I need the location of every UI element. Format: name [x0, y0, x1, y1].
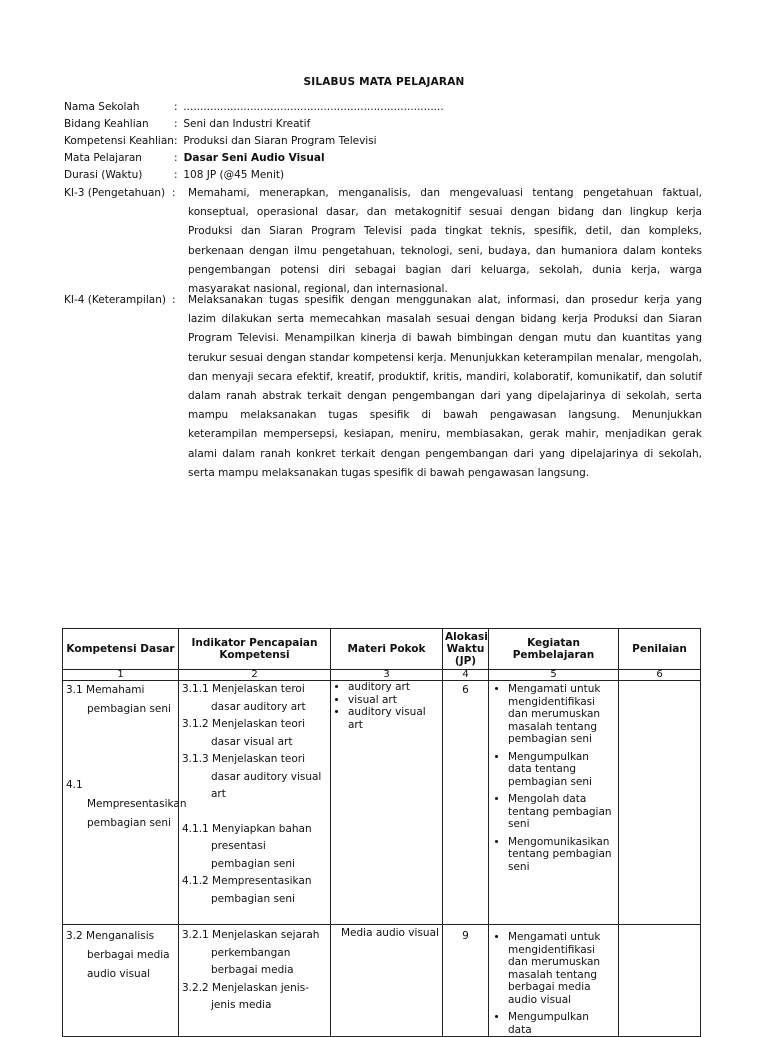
col-number: 1: [63, 670, 179, 681]
meta-label: Nama Sekolah: [64, 101, 140, 113]
syllabus-table: [62, 628, 701, 1037]
meta-value: Seni dan Industri Kreatif: [180, 118, 311, 130]
kd-4-1-num: 4.1: [66, 779, 83, 791]
meta-value: Produksi dan Siaran Program Televisi: [180, 135, 377, 147]
meta-label: Kompetensi Keahlian: [64, 135, 174, 147]
ki3-text: Memahami, menerapkan, menganalisis, dan mengevaluasi tentang pengetahuan faktual, konseptual, operasional dasar, dan metakognitif sesuai dengan bidang dan lingkup kerja Produksi dan Siaran Program Televisi pada tingkat teknis, spesifik, detil, dan kompleks, berkenaan dengan ilmu pengetahuan, teknologi, seni, budaya, dan humaniora dalam konteks pengembangan potensi diri sebagai bagian dari keluarga, sekolah, dunia kerja, warga masyarakat nasional, regional, dan internasional.: [188, 187, 702, 296]
ki4-text: Melaksanakan tugas spesifik dengan menggunakan alat, informasi, dan prosedur kerja yang lazim dilakukan serta memecahkan masalah sesuai dengan bidang kerja Produksi dan Siaran Program Televisi. Menampilkan kinerja di bawah bimbingan dengan mutu dan kuantitas yang terukur sesuai dengan standar kompetensi kerja. Menunjukkan keterampilan menalar, mengolah, dan menyaji secara efektif, kreatif, produktif, kritis, mandiri, kolaboratif, komunikatif, dan solutif dalam ranah abstrak terkait dengan pengembangan dari yang dipelajarinya di sekolah, serta mampu melaksanakan tugas spesifik di bawah pengawasan langsung. Menunjukkan keterampilan mempersepsi, kesiapan, meniru, membiasakan, gerak mahir, menjadikan gerak alami dalam ranah konkret terkait dengan pengembangan dari yang dipelajarinya di sekolah, serta mampu melaksanakan tugas spesifik di bawah pengawasan langsung.: [188, 294, 702, 479]
materi-cell: [331, 681, 443, 925]
indikator-cell: [179, 681, 331, 925]
col-number: 3: [331, 670, 443, 681]
meta-nama-sekolah: [64, 100, 444, 114]
kd-cell: [63, 681, 187, 925]
table-row: [63, 925, 701, 1037]
kegiatan-cell: [489, 925, 619, 1037]
table-row: [63, 681, 701, 925]
kd-cell: [63, 925, 179, 1037]
ki4-sep: :: [172, 294, 176, 306]
meta-kompetensi-keahlian: [64, 134, 377, 148]
indikator-item: 3.2.2 Menjelaskan jenis-jenis media: [182, 981, 309, 1011]
meta-sep: :: [174, 135, 178, 147]
meta-label: Durasi (Waktu): [64, 169, 143, 181]
meta-sep: :: [174, 152, 178, 164]
kegiatan-cell: [489, 681, 619, 925]
meta-durasi: [64, 168, 284, 182]
header-penilaian: Penilaian: [619, 629, 701, 670]
penilaian-cell: [619, 925, 701, 1037]
meta-label: Mata Pelajaran: [64, 152, 142, 164]
col-number: 5: [489, 670, 619, 681]
meta-label: Bidang Keahlian: [64, 118, 149, 130]
ki4-label: KI-4 (Keterampilan): [64, 294, 166, 306]
kegiatan-item: • Mengomunikasikan tentang pembagian seni: [508, 836, 615, 874]
kegiatan-item: • Mengamati untuk mengidentifikasi dan merumuskan masalah tentang pembagian seni: [508, 683, 615, 746]
col-number: 6: [619, 670, 701, 681]
indikator-item: 3.1.2 Menjelaskan teori dasar visual art: [182, 718, 305, 748]
kegiatan-item: • Mengamati untuk mengidentifikasi dan merumuskan masalah tentang berbagai media audio visual: [508, 931, 615, 1006]
kd-3-1: 3.1 Memahami pembagian seni: [66, 684, 171, 715]
materi-item: • auditory visual art: [348, 706, 439, 731]
materi-item: • auditory art: [348, 681, 439, 694]
table-header-row: [63, 629, 701, 670]
meta-sep: :: [174, 101, 178, 113]
col-number: 2: [179, 670, 331, 681]
meta-bidang-keahlian: [64, 117, 310, 131]
kd-3-2: 3.2 Menganalisis berbagai media audio visual: [66, 930, 170, 980]
penilaian-cell: [619, 681, 701, 925]
header-kompetensi-dasar: Kompetensi Dasar: [63, 629, 179, 670]
kegiatan-item: • Mengumpulkan data: [508, 1011, 615, 1036]
indikator-item: 3.2.1 Menjelaskan sejarah perkembangan berbagai media: [182, 929, 320, 976]
meta-value: 108 JP (@45 Menit): [180, 169, 285, 181]
header-materi-pokok: Materi Pokok: [331, 629, 443, 670]
document-title: SILABUS MATA PELAJARAN: [303, 76, 465, 88]
meta-value: ..............................................................................: [180, 101, 444, 113]
table-number-row: [63, 670, 701, 681]
meta-value: Dasar Seni Audio Visual: [180, 152, 325, 164]
header-alokasi-waktu: Alokasi Waktu (JP): [443, 629, 489, 670]
ki3-label: KI-3 (Pengetahuan): [64, 187, 166, 199]
indikator-item: 4.1.2 Mempresentasikan pembagian seni: [182, 875, 312, 905]
meta-mata-pelajaran: [64, 151, 325, 165]
indikator-item: 3.1.1 Menjelaskan teroi dasar auditory art: [182, 683, 306, 713]
ki3-sep: :: [172, 187, 176, 199]
meta-sep: :: [174, 169, 178, 181]
kegiatan-item: • Mengumpulkan data tentang pembagian seni: [508, 751, 615, 789]
indikator-item: 4.1.1 Menyiapkan bahan presentasi pembagian seni: [182, 822, 312, 870]
materi-item: • visual art: [348, 694, 439, 707]
alokasi-cell: 9: [443, 925, 489, 1037]
indikator-item: 3.1.3 Menjelaskan teori dasar auditory visual art: [182, 753, 322, 800]
kegiatan-item: • Mengolah data tentang pembagian seni: [508, 793, 615, 831]
alokasi-cell: 6: [443, 681, 489, 925]
materi-cell: Media audio visual: [331, 925, 443, 1037]
meta-sep: :: [174, 118, 178, 130]
header-kegiatan: Kegiatan Pembelajaran: [489, 629, 619, 670]
indikator-cell: [179, 925, 331, 1037]
col-number: 4: [443, 670, 489, 681]
kd-4-1: Mempresentasikan pembagian seni: [87, 798, 187, 829]
header-indikator: Indikator Pencapaian Kompetensi: [179, 629, 331, 670]
